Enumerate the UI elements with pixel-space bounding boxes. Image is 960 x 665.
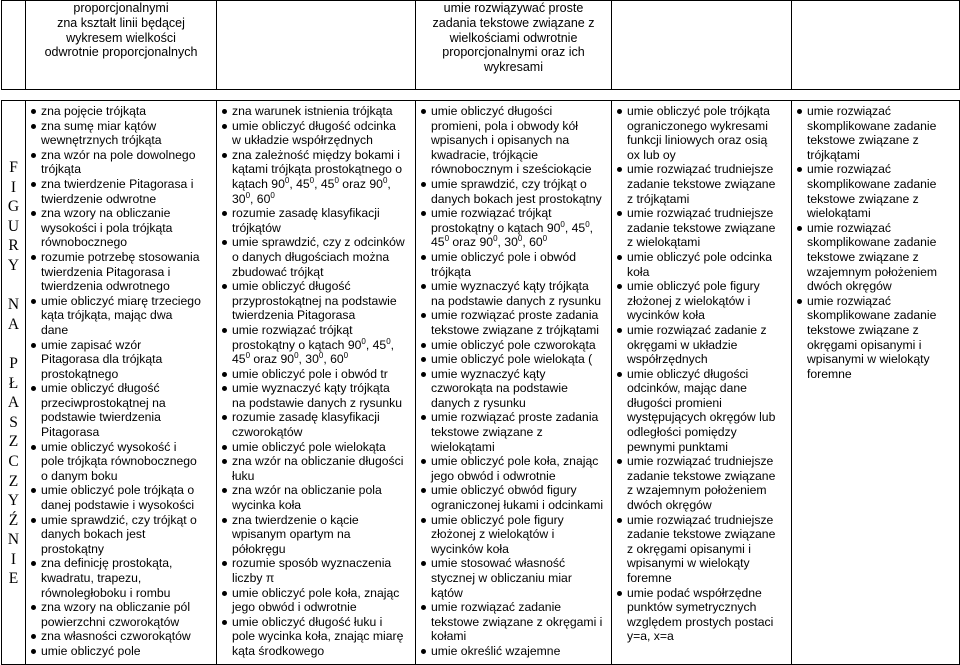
requirement-item: zna wzory na obliczanie: [30, 206, 214, 221]
requirement-item-continuation: wielokątami: [431, 439, 495, 454]
section-label-letter: N: [7, 296, 20, 314]
requirement-item-continuation: ox lub oy: [627, 147, 676, 162]
top-cell-line: proporcjonalnymi: [73, 1, 169, 15]
requirement-item-continuation: koła: [627, 264, 650, 279]
requirement-item-continuation: twierdzenia Pitagorasa: [232, 308, 356, 323]
requirement-item: umie obliczyć wysokość i: [30, 440, 214, 455]
requirement-item: umie rozwiązać trójkąt: [420, 206, 609, 221]
requirement-item: umie obliczyć pole trójkąta o: [30, 483, 214, 498]
top-cell-line: wielkościami odwrotnie: [449, 30, 578, 45]
section-label: [2, 101, 25, 589]
requirement-list: [792, 101, 959, 381]
requirement-item-continuation: skomplikowane zadanie: [807, 176, 937, 191]
requirement-item-continuation: tekstowe związane z: [807, 322, 919, 337]
requirement-item-continuation: dwóch okręgów: [627, 498, 712, 513]
requirement-item-continuation: twierdzenie odwrotne: [41, 191, 157, 206]
requirement-item-continuation: kątami trójkąta prostokątnego o: [232, 162, 403, 177]
requirement-item-continuation: dane: [41, 322, 69, 337]
section-label-letter: Z: [8, 472, 19, 490]
grade-column-2: [217, 101, 416, 665]
requirement-item-continuation: odległości pomiędzy: [627, 425, 737, 440]
requirement-item-continuation: tekstowe związane z: [807, 191, 919, 206]
section-label-letter: Ź: [8, 511, 19, 529]
requirement-item-continuation: dwóch okręgów: [807, 279, 892, 294]
requirement-item-continuation: współrzędnych: [627, 352, 708, 367]
requirement-item-continuation: trójkątów: [232, 220, 281, 235]
requirement-item-continuation: prostokątnego: [41, 366, 119, 381]
top-cell-line: umie rozwiązywać proste: [443, 1, 584, 15]
requirement-item: umie obliczyć pole koła, znając: [221, 586, 413, 601]
top-row-table: [1, 0, 960, 90]
requirement-item-continuation: $30^0$, $60^0$: [232, 190, 275, 206]
requirement-item: umie rozwiązać: [796, 104, 957, 119]
requirement-item: umie obliczyć obwód figury: [420, 483, 609, 498]
top-cell-right: [416, 1, 612, 90]
requirement-item: umie obliczyć miarę trzeciego: [30, 294, 214, 309]
requirement-item-continuation: na podstawie danych z rysunku: [232, 395, 403, 410]
requirement-list: [416, 101, 611, 659]
requirement-item: umie obliczyć długość łuku i: [221, 615, 413, 630]
requirement-item-continuation: z okręgami opisanymi i: [627, 541, 751, 556]
requirement-item-continuation: tekstowe związane z: [807, 249, 919, 264]
requirement-item: umie obliczyć pole trójkąta: [616, 104, 789, 119]
requirement-item-continuation: y=a, x=a: [627, 629, 674, 644]
section-label-letter: Y: [7, 256, 20, 274]
requirements-table: [1, 100, 960, 665]
section-label-letter: Y: [7, 492, 20, 510]
requirement-item-continuation: zadanie tekstowe związane: [627, 176, 776, 191]
top-cell-line: zna kształt linii będącej: [57, 15, 185, 30]
requirement-item-continuation: trójkątami: [807, 147, 860, 162]
requirement-item-continuation: złożonej z wielokątów i: [431, 527, 555, 542]
requirement-item-continuation: występujących okręgów lub: [627, 410, 776, 425]
requirement-item-continuation: tekstowe związane z: [807, 133, 919, 148]
requirement-item-continuation: łuku: [232, 468, 255, 483]
requirement-item-continuation: jego obwód i odwrotnie: [431, 468, 556, 483]
requirement-item-continuation: Pitagorasa: [41, 425, 100, 440]
requirement-item: umie obliczyć pole czworokąta: [420, 338, 609, 353]
requirement-item: umie wyznaczyć kąty: [420, 367, 609, 382]
requirement-item: rozumie sposób wyznaczenia: [221, 556, 413, 571]
requirement-item: umie stosować własność: [420, 556, 609, 571]
requirement-item-continuation: skomplikowane zadanie: [807, 235, 937, 250]
requirement-item: zna pojęcie trójkąta: [30, 104, 214, 119]
requirement-item-continuation: zbudować trójkąt: [232, 264, 324, 279]
requirement-item: umie rozwiązać: [796, 294, 957, 309]
requirement-item: umie sprawdzić, czy trójkąt o: [420, 177, 609, 192]
top-cell-empty-1: [217, 1, 416, 90]
requirement-item: zna wzór na pole dowolnego: [30, 148, 214, 163]
requirement-item: umie rozwiązać trójkąt: [221, 323, 413, 338]
requirement-item: umie rozwiązać trudniejsze: [616, 454, 789, 469]
requirement-item-continuation: pole trójkąta równobocznego: [41, 454, 197, 469]
top-cell-right-text: [416, 1, 611, 75]
top-cell-left-text: [26, 1, 216, 60]
requirement-item-continuation: kwadracie, trójkącie: [431, 147, 539, 162]
requirement-item-continuation: przeciwprostokątnej na: [41, 395, 166, 410]
requirement-item: umie rozwiązać: [796, 221, 957, 236]
requirement-item-continuation: tekstowe związane z: [431, 425, 543, 440]
requirement-item-continuation: liczby π: [232, 571, 275, 585]
requirement-item-continuation: trójkąta: [41, 162, 81, 177]
requirement-item-continuation: półokręgu: [232, 541, 286, 556]
section-label-letter: N: [7, 531, 20, 549]
requirement-item: rozumie zasadę klasyfikacji: [221, 410, 413, 425]
requirement-item-continuation: odcinków, mając dane: [627, 381, 747, 396]
section-label-cell: [2, 101, 26, 665]
requirement-item: umie rozwiązać trudniejsze: [616, 162, 789, 177]
grade-column-4: [612, 101, 792, 665]
requirement-item-continuation: względem prostych postaci: [627, 614, 774, 629]
requirement-item-continuation: wielokątami: [807, 206, 871, 221]
section-label-letter: I: [10, 550, 17, 568]
requirement-item: zna wzory na obliczanie pól: [30, 600, 214, 615]
requirement-item-continuation: kąta trójkąta, mając dwa: [41, 308, 173, 323]
top-row: [2, 1, 960, 90]
requirement-item-continuation: ograniczonej łukami i odcinkami: [431, 498, 604, 513]
requirement-item-continuation: skomplikowane zadanie: [807, 118, 937, 133]
requirement-item-continuation: czworokąta na podstawie: [431, 381, 568, 396]
requirement-item: zna wzór na obliczanie długości: [221, 454, 413, 469]
requirement-item-continuation: Pitagorasa dla trójkąta: [41, 352, 163, 367]
requirement-item: umie obliczyć pole i obwód tr: [221, 367, 413, 382]
requirement-item-continuation: wpisanymi w wielokąty: [627, 556, 750, 571]
requirement-item-continuation: jego obwód i odwrotnie: [232, 600, 357, 615]
requirement-item: umie zapisać wzór: [30, 338, 214, 353]
requirement-item: zna twierdzenie o kącie: [221, 513, 413, 528]
requirement-item-continuation: na podstawie danych z rysunku: [431, 293, 602, 308]
requirement-item: zna sumę miar kątów: [30, 119, 214, 134]
section-label-letter: Z: [8, 433, 19, 451]
requirement-item: umie obliczyć pole wielokąta: [221, 440, 413, 455]
requirement-item-continuation: pole wycinka koła, znając miarę: [232, 629, 404, 644]
requirement-item: umie obliczyć długość: [30, 381, 214, 396]
section-label-letter: G: [7, 198, 20, 216]
requirement-item-continuation: podstawie twierdzenia: [41, 410, 161, 425]
requirement-item: umie obliczyć długości: [420, 104, 609, 119]
requirement-item-continuation: wpisanych i opisanych na: [431, 133, 570, 148]
top-cell-line: odwrotnie proporcjonalnych: [44, 45, 198, 60]
requirement-item-continuation: $45^0$ oraz $90^0$, $30^0$, $60^0$: [431, 234, 548, 250]
top-cell-left: [26, 1, 217, 90]
requirement-item-continuation: kątów: [431, 585, 463, 600]
requirement-item: umie rozwiązać proste zadania: [420, 410, 609, 425]
requirement-item: umie obliczyć pole figury: [616, 279, 789, 294]
requirement-item-continuation: okręgami w układzie: [627, 337, 738, 352]
requirement-item-continuation: zadanie tekstowe związane: [627, 220, 776, 235]
top-label-cell: [2, 1, 26, 90]
requirement-item: umie sprawdzić, czy z odcinków: [221, 235, 413, 250]
requirement-item: umie rozwiązać trudniejsze: [616, 206, 789, 221]
requirement-item-continuation: prostokątny o kątach $90^0$, $45^0$,: [431, 219, 594, 235]
requirement-item: umie określić wzajemne: [420, 644, 609, 659]
requirement-item-continuation: zadanie tekstowe związane: [627, 527, 776, 542]
top-cell-line: proporcjonalnymi oraz ich: [442, 45, 585, 60]
top-cell-line: wykresami: [483, 60, 544, 75]
requirement-item-continuation: wysokości i pola trójkąta: [41, 220, 173, 235]
requirement-item: umie obliczyć pole odcinka: [616, 250, 789, 265]
requirement-list: [26, 101, 216, 659]
requirement-item-continuation: o danym boku: [41, 468, 118, 483]
requirement-item-continuation: foremne: [627, 571, 672, 585]
requirement-item-continuation: wewnętrznych trójkąta: [41, 133, 162, 148]
requirement-item-continuation: twierdzenia Pitagorasa i: [41, 264, 171, 279]
requirement-item-continuation: z wielokątami: [627, 235, 701, 250]
section-label-letter: S: [9, 413, 18, 431]
requirement-item: umie obliczyć pole figury: [420, 513, 609, 528]
requirement-item: umie rozwiązać: [796, 162, 957, 177]
grade-column-5: [792, 101, 960, 665]
requirement-item: umie obliczyć długość: [221, 279, 413, 294]
section-label-letter: A: [7, 394, 20, 412]
top-cell-line: zadania tekstowe związane z: [432, 15, 595, 30]
grade-column-1: [26, 101, 217, 665]
requirement-item: rozumie potrzebę stosowania: [30, 250, 214, 265]
section-label-letter: Ł: [8, 374, 19, 392]
requirement-item-continuation: ograniczonego wykresami: [627, 118, 768, 133]
requirement-item: zna wzór na obliczanie pola: [221, 483, 413, 498]
requirement-item: umie obliczyć pole i obwód: [420, 250, 609, 265]
requirement-item-continuation: $45^0$ oraz $90^0$, $30^0$, $60^0$: [232, 351, 349, 367]
requirement-item-continuation: wycinków koła: [627, 308, 705, 323]
requirement-item-continuation: foremne: [807, 366, 852, 381]
requirement-item-continuation: powierzchni czworokątów: [41, 614, 180, 629]
section-label-letter: I: [10, 178, 17, 196]
requirement-item-continuation: danych bokach jest prostokątny: [431, 191, 602, 206]
requirement-item: umie wyznaczyć kąty trójkąta: [420, 279, 609, 294]
requirement-item-continuation: danej podstawie i wysokości: [41, 498, 195, 513]
section-label-letter: A: [7, 315, 20, 333]
requirement-item-continuation: prostokątny o kątach $90^0$, $45^0$,: [232, 336, 395, 352]
section-label-letter: [2, 334, 25, 354]
section-label-letter: [2, 276, 25, 296]
requirement-item-continuation: z wzajemnym położeniem: [627, 483, 767, 498]
requirement-item: zna warunek istnienia trójkąta: [221, 104, 413, 119]
requirement-item-continuation: zadanie tekstowe związane: [627, 468, 776, 483]
requirement-item: umie rozwiązać zadanie: [420, 600, 609, 615]
requirement-item: zna definicję prostokąta,: [30, 556, 214, 571]
requirement-item-continuation: funkcji liniowych oraz osią: [627, 133, 768, 148]
requirement-item: umie rozwiązać proste zadania: [420, 308, 609, 323]
section-label-letter: E: [8, 570, 19, 588]
requirement-list: [612, 101, 791, 644]
requirement-item: umie wyznaczyć kąty trójkąta: [221, 381, 413, 396]
requirement-list: [217, 101, 415, 659]
requirement-item-continuation: punktów symetrycznych: [627, 600, 757, 615]
requirement-item-continuation: okręgami opisanymi i: [807, 337, 922, 352]
requirement-item-continuation: przyprostokątnej na podstawie: [232, 293, 397, 308]
section-label-letter: R: [8, 237, 19, 255]
requirement-item-continuation: równoległoboku i rombu: [41, 585, 171, 600]
requirement-item-continuation: skomplikowane zadanie: [807, 308, 937, 323]
requirement-item: zna własności czworokątów: [30, 629, 214, 644]
requirement-item-continuation: równobocznego: [41, 235, 128, 250]
requirement-item-continuation: tekstowe związane z trójkątami: [431, 322, 599, 337]
top-cell-line: wykresem wielkości: [66, 30, 176, 45]
requirement-item: umie obliczyć pole koła, znając: [420, 454, 609, 469]
requirement-item: rozumie zasadę klasyfikacji: [221, 206, 413, 221]
requirement-item: umie obliczyć długości: [616, 367, 789, 382]
requirement-item-continuation: promieni, pola i obwody kół: [431, 118, 579, 133]
requirement-item-continuation: pewnymi punktami: [627, 439, 728, 454]
requirement-item-continuation: wpisanymi w wielokąty: [807, 352, 930, 367]
requirement-item-continuation: równobocznym i sześciokącie: [431, 162, 592, 177]
requirement-item-continuation: tekstowe związane z okręgami i: [431, 614, 603, 629]
requirement-item: zna zależność między bokami i: [221, 148, 413, 163]
requirement-item-continuation: złożonej z wielokątów i: [627, 293, 751, 308]
section-label-letter: C: [8, 452, 19, 470]
section-label-letter: F: [9, 159, 18, 176]
section-label-letter: U: [7, 217, 20, 235]
requirement-item-continuation: długości promieni: [627, 395, 722, 410]
requirement-item-continuation: wzajemnym położeniem: [807, 264, 938, 279]
figury-row: [2, 101, 960, 665]
requirement-item-continuation: prostokątny: [41, 541, 105, 556]
requirement-item-continuation: w układzie współrzędnych: [232, 133, 373, 148]
requirement-item-continuation: z trójkątami: [627, 191, 690, 206]
requirement-item: umie rozwiązać zadanie z: [616, 323, 789, 338]
requirement-item-continuation: kołami: [431, 629, 467, 644]
requirement-item-continuation: stycznej w obliczaniu miar: [431, 571, 572, 585]
requirement-item-continuation: danych bokach jest: [41, 527, 146, 542]
requirement-item: umie obliczyć długość odcinka: [221, 119, 413, 134]
requirement-item-continuation: kwadratu, trapezu,: [41, 571, 142, 585]
requirement-item: umie obliczyć pole wielokąta (: [420, 352, 609, 367]
requirement-item-continuation: o danych długościach można: [232, 249, 390, 264]
grade-column-3: [416, 101, 612, 665]
requirement-item-continuation: danych z rysunku: [431, 395, 526, 410]
requirement-item-continuation: czworokątów: [232, 425, 303, 440]
top-cell-empty-2: [612, 1, 792, 90]
section-label-letter: P: [9, 354, 18, 372]
requirement-item: umie podać współrzędne: [616, 586, 789, 601]
top-cell-empty-3: [792, 1, 960, 90]
requirement-item: umie obliczyć pole: [30, 644, 214, 659]
requirement-item: umie rozwiązać trudniejsze: [616, 513, 789, 528]
requirement-item-continuation: wycinka koła: [232, 498, 302, 513]
requirement-item-continuation: twierdzenia odwrotnego: [41, 279, 170, 294]
requirement-item-continuation: trójkąta: [431, 264, 471, 279]
requirement-item-continuation: wpisanym opartym na: [232, 527, 351, 542]
requirement-item-continuation: kątach $90^0$, $45^0$, $45^0$ oraz $90^0$,: [232, 175, 391, 191]
requirement-item-continuation: wycinków koła: [431, 541, 509, 556]
requirement-item-continuation: kąta środkowego: [232, 643, 325, 658]
requirement-item: umie sprawdzić, czy trójkąt o: [30, 513, 214, 528]
requirement-item: zna twierdzenie Pitagorasa i: [30, 177, 214, 192]
